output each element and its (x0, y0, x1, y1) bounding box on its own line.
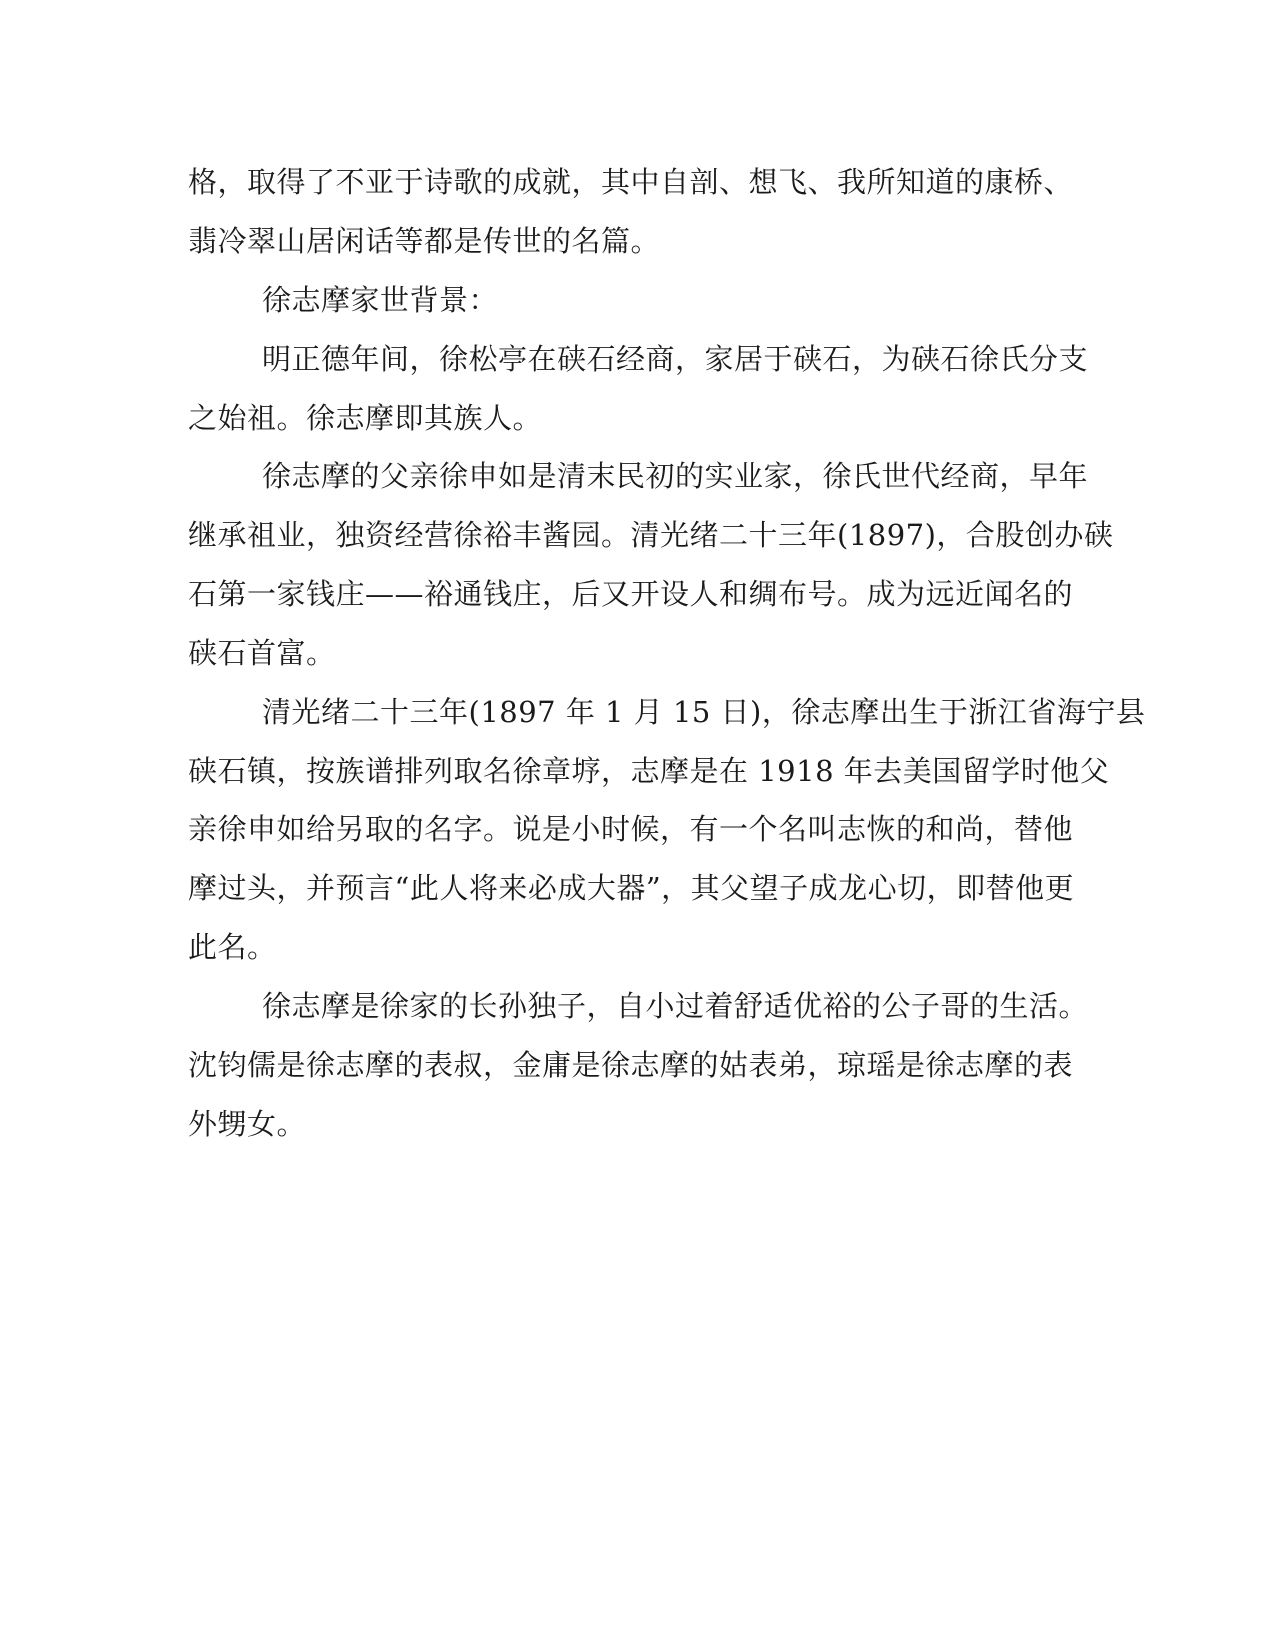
text-line: 徐志摩是徐家的长孙独子，自小过着舒适优裕的公子哥的生活。 (262, 989, 1089, 1023)
text-line: 格，取得了不亚于诗歌的成就，其中自剖、想飞、我所知道的康桥、 (188, 165, 1074, 199)
text-line: 硖石首富。 (188, 636, 336, 670)
text-line: 翡冷翠山居闲话等都是传世的名篇。 (188, 224, 661, 258)
text-line: 之始祖。徐志摩即其族人。 (188, 401, 543, 435)
text-line: 徐志摩的父亲徐申如是清末民初的实业家，徐氏世代经商，早年 (262, 459, 1089, 493)
section-heading: 徐志摩家世背景： (262, 283, 499, 317)
text-line: 此名。 (188, 930, 277, 964)
text-line: 外甥女。 (188, 1107, 307, 1141)
text-line: 石第一家钱庄——裕通钱庄，后又开设人和绸布号。成为远近闻名的 (188, 577, 1074, 611)
text-line: 摩过头，并预言“此人将来必成大器”，其父望子成龙心切，即替他更 (188, 871, 1075, 905)
text-line: 亲徐申如给另取的名字。说是小时候，有一个名叫志恢的和尚，替他 (188, 812, 1074, 846)
text-line: 清光绪二十三年(1897 年 1 月 15 日)，徐志摩出生于浙江省海宁县 (262, 695, 1146, 729)
text-line: 硖石镇，按族谱排列取名徐章垿，志摩是在 1918 年去美国留学时他父 (188, 754, 1110, 788)
text-line: 明正德年间，徐松亭在硖石经商，家居于硖石，为硖石徐氏分支 (262, 342, 1089, 376)
text-line: 继承祖业，独资经营徐裕丰酱园。清光绪二十三年(1897)，合股创办硖 (188, 518, 1114, 552)
text-line: 沈钧儒是徐志摩的表叔，金庸是徐志摩的姑表弟，琼瑶是徐志摩的表 (188, 1048, 1074, 1082)
